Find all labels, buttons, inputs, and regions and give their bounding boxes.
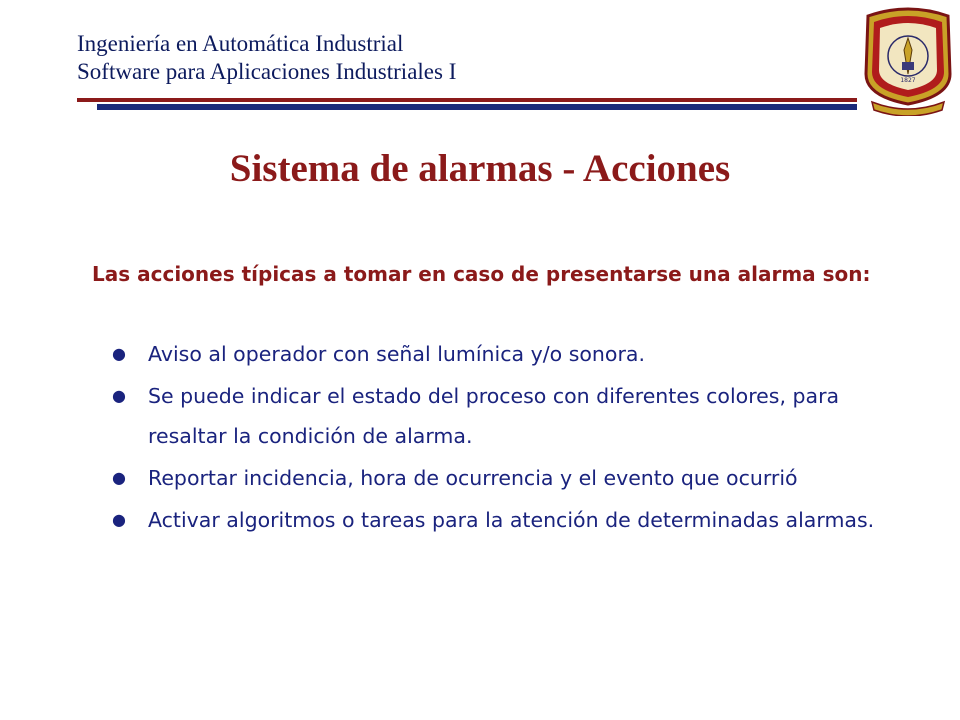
intro-text: Las acciones típicas a tomar en caso de presentarse una alarma son: [92,262,871,286]
course-name: Software para Aplicaciones Industriales I [77,59,457,84]
list-item [112,458,882,498]
header-divider-red [77,98,857,102]
program-name: Ingeniería en Automática Industrial [77,31,404,56]
action-list [112,334,882,542]
list-item-text: Se puede indicar el estado del proceso con diferentes colores, para resaltar la condición de alarma. [148,384,840,448]
header-divider-blue [97,104,857,110]
bullet-icon: ● [112,344,126,363]
bullet-icon: ● [112,386,126,405]
list-item [112,376,882,456]
list-item-text: Aviso al operador con señal lumínica y/o sonora. [148,342,645,366]
seal-year: 1827 [900,77,916,84]
bullet-icon: ● [112,468,126,487]
list-item [112,500,882,540]
university-seal-icon [858,4,958,116]
course-header [77,30,456,86]
list-item-text: Reportar incidencia, hora de ocurrencia y el evento que ocurrió [148,466,798,490]
list-item-text: Activar algoritmos o tareas para la atención de determinadas alarmas. [148,508,875,532]
slide-title: Sistema de alarmas - Acciones [229,147,731,190]
list-item [112,334,882,374]
bullet-icon: ● [112,510,126,529]
